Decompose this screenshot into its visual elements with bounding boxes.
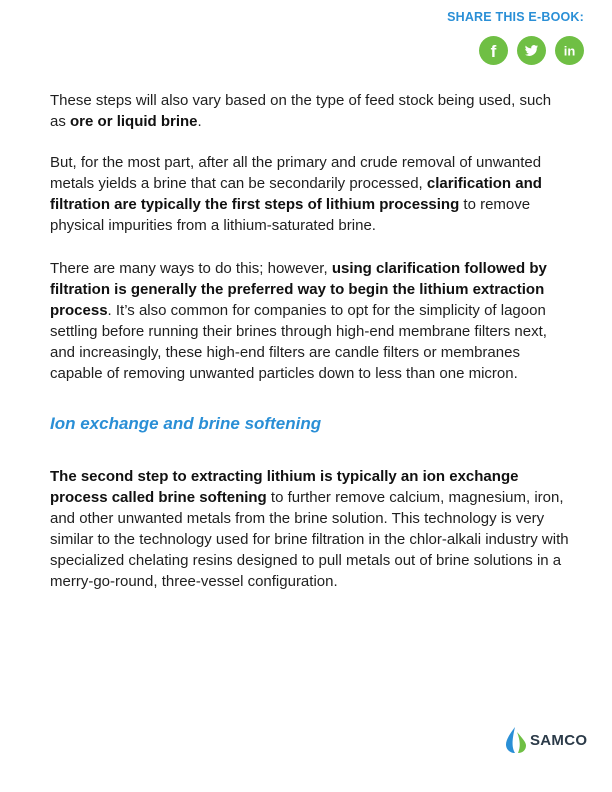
share-label: SHARE THIS E-BOOK: <box>447 10 584 24</box>
samco-logo <box>505 726 587 754</box>
svg-text:in: in <box>563 43 576 59</box>
share-icons <box>479 36 584 65</box>
samco-drop-icon <box>505 726 527 754</box>
svg-text:f: f <box>490 42 497 61</box>
paragraph-methods: There are many ways to do this; however, using clarification followed by filtration is generally the preferred way to begin the lithium extraction process. It’s also common for companies to opt for the simplicity of lagoon settling before running their brines through high-end membrane filters next, and increasingly, these high-end filters are candle filters or membranes capable of removing unwanted particles down to less than one micron. <box>50 260 547 382</box>
article-body <box>50 90 570 592</box>
samco-wordmark: SAMCO <box>530 731 588 749</box>
section-heading: Ion exchange and brine softening <box>50 414 322 433</box>
paragraph-clarification: But, for the most part, after all the primary and crude removal of unwanted metals yields a brine that can be secondarily processed, clarification and filtration are typically the first steps of lithium processing to remove physical impurities from a lithium-saturated brine. <box>50 154 542 234</box>
twitter-icon[interactable] <box>517 36 546 65</box>
paragraph-feed-stock: These steps will also vary based on the type of feed stock being used, such as ore or liquid brine. <box>50 92 552 130</box>
linkedin-icon[interactable] <box>555 36 584 65</box>
facebook-icon[interactable] <box>479 36 508 65</box>
paragraph-ion-exchange: The second step to extracting lithium is typically an ion exchange process called brine softening to further remove calcium, magnesium, iron, and other unwanted metals from the brine solution. This technology is very similar to the technology used for brine filtration in the chlor-alkali industry with specialized chelating resins designed to pull metals out of brine solutions in a merry-go-round, three-vessel configuration. <box>50 468 569 590</box>
